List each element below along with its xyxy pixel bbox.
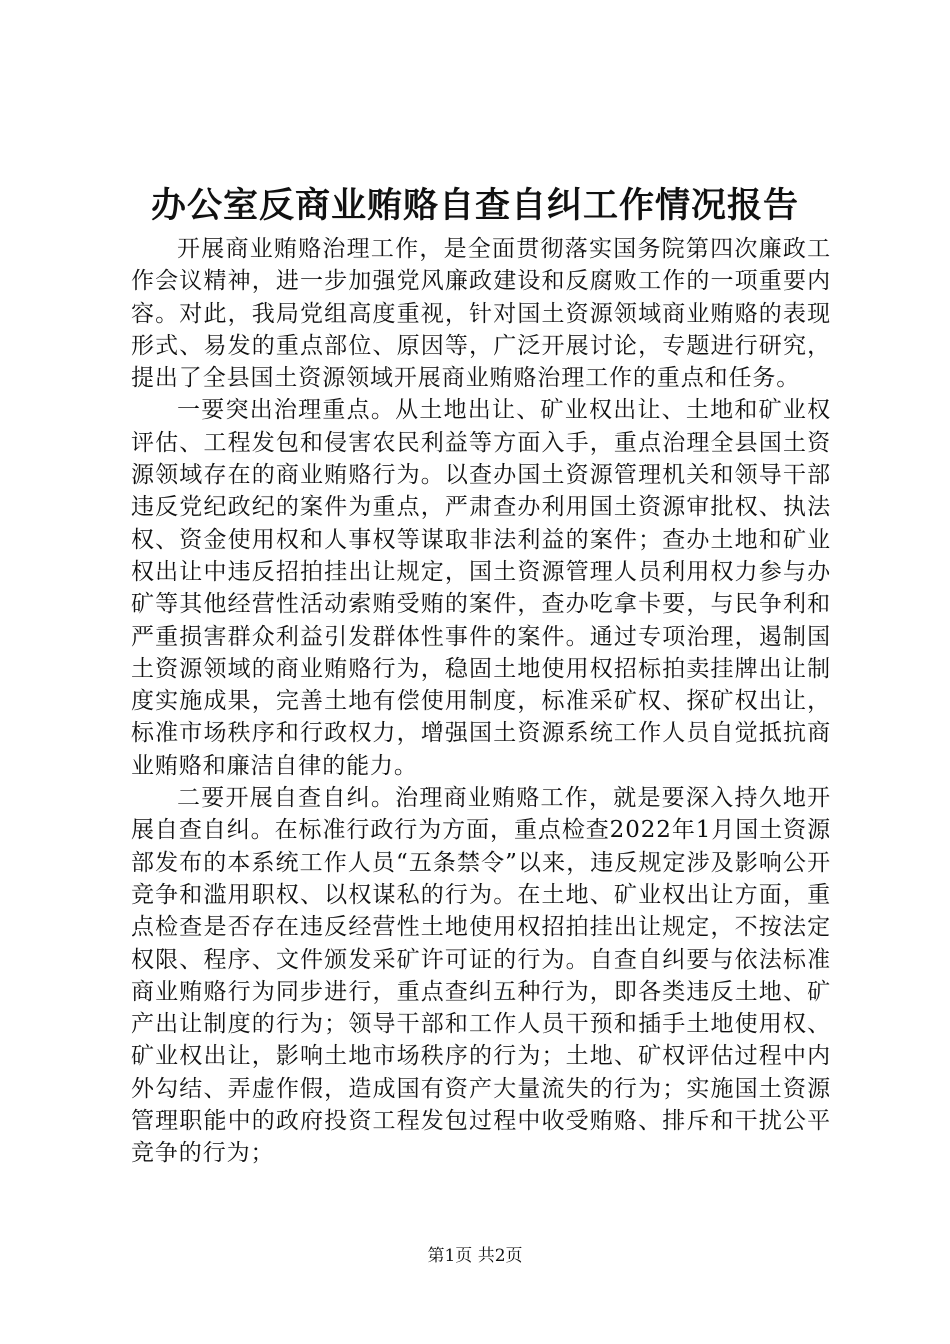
paragraph-focus-points: 一要突出治理重点。从土地出让、矿业权出让、土地和矿业权评估、工程发包和侵害农民利益等方面入手，重点治理全县国土资源领域存在的商业贿赂行为。以查办国土资源管理机关和领导干部违反党纪政纪的案件为重点，严肃查办利用国土资源审批权、执法权、资金使用权和人事权等谋取非法利益的案件；查办土地和矿业权出让中违反招拍挂出让规定，国土资源管理人员利用权力参与办矿等其他经营性活动索贿受贿的案件，查办吃拿卡要，与民争利和严重损害群众利益引发群体性事件的案件。通过专项治理，遏制国土资源领域的商业贿赂行为，稳固土地使用权招标拍卖挂牌出让制度实施成果，完善土地有偿使用制度，标准采矿权、探矿权出让，标准市场秩序和行政权力，增强国土资源系统工作人员自觉抵抗商业贿赂和廉洁自律的能力。 — [131, 397, 831, 779]
paragraph-self-inspection: 二要开展自查自纠。治理商业贿赂工作，就是要深入持久地开展自查自纠。在标准行政行为方面，重点检查2022年1月国土资源部发布的本系统工作人员“五条禁令”以来，违反规定涉及影响公开竞争和滥用职权、以权谋私的行为。在土地、矿业权出让方面，重点检查是否存在违反经营性土地使用权招拍挂出让规定，不按法定权限、程序、文件颁发采矿许可证的行为。自查自纠要与依法标准商业贿赂行为同步进行，重点查纠五种行为，即各类违反土地、矿产出让制度的行为；领导干部和工作人员干预和插手土地使用权、矿业权出让，影响土地市场秩序的行为；土地、矿权评估过程中内外勾结、弄虚作假，造成国有资产大量流失的行为；实施国土资源管理职能中的政府投资工程发包过程中收受贿赂、排斥和干扰公平竞争的行为； — [131, 785, 831, 1167]
page-title: 办公室反商业贿赂自查自纠工作情况报告 — [150, 186, 799, 226]
paragraph-intro: 开展商业贿赂治理工作，是全面贯彻落实国务院第四次廉政工作会议精神，进一步加强党风廉政建设和反腐败工作的一项重要内容。对此，我局党组高度重视，针对国土资源领域商业贿赂的表现形式、易发的重点部位、原因等，广泛开展讨论，专题进行研究，提出了全县国土资源领域开展商业贿赂治理工作的重点和任务。 — [131, 236, 831, 392]
page-number-footer: 第1页 共2页 — [427, 1246, 523, 1266]
document-body — [131, 233, 831, 1170]
